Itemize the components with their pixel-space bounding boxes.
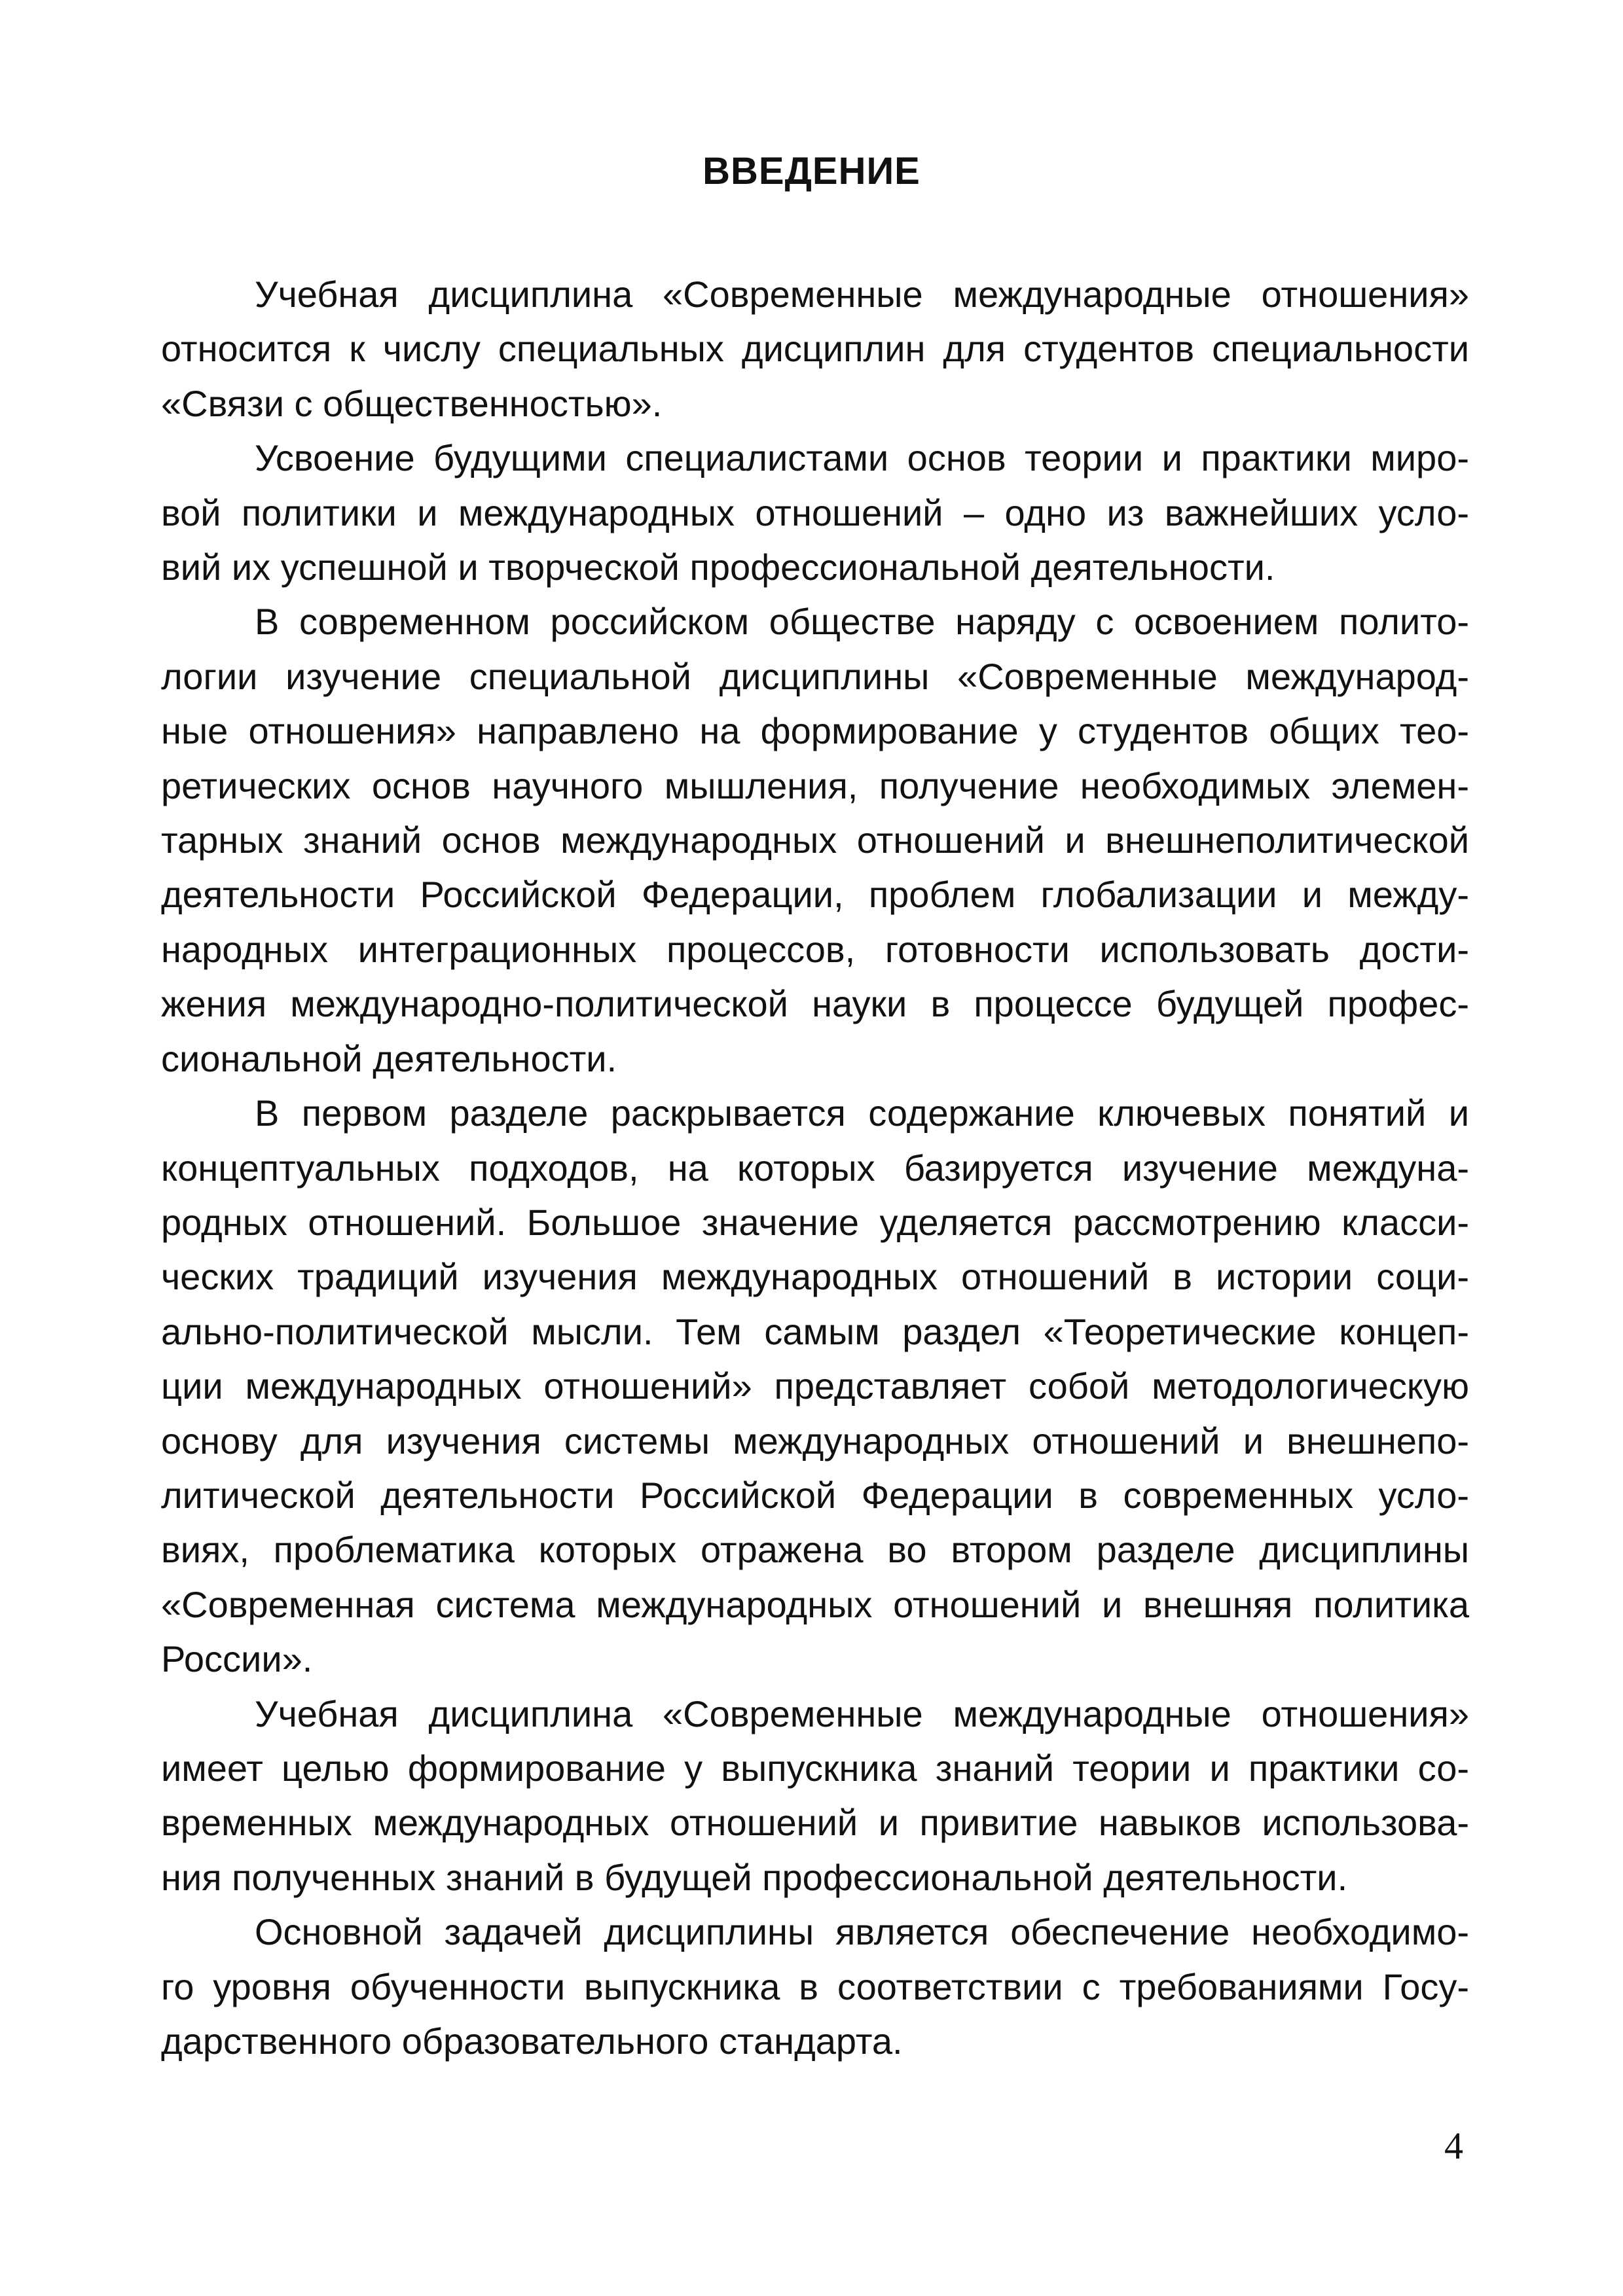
paragraph (161, 1687, 1469, 1905)
text-line: родных отношений. Большое значение уделяется рассмотрению класси- (161, 1201, 1469, 1243)
text-line: народных интеграционных процессов, готовности использовать дости- (161, 928, 1469, 970)
text-line: логии изучение специальной дисциплины «Современные международ- (161, 655, 1469, 697)
text-line: деятельности Российской Федерации, проблем глобализации и между- (161, 874, 1469, 916)
text-line: ния полученных знаний в будущей профессиональной деятельности. (161, 1856, 1348, 1898)
text-line: России». (161, 1638, 313, 1680)
text-line: ции международных отношений» представляет собой методологическую (161, 1365, 1469, 1407)
text-line: дарственного образовательного стандарта. (161, 2020, 903, 2062)
text-line: Усвоение будущими специалистами основ теории и практики миро- (255, 437, 1469, 479)
text-line: «Связи с общественностью». (161, 382, 663, 424)
text-line: концептуальных подходов, на которых базируется изучение междуна- (161, 1147, 1469, 1189)
text-line: жения международно-политической науки в процессе будущей профес- (161, 983, 1469, 1025)
text-line: В первом разделе раскрывается содержание ключевых понятий и (255, 1092, 1469, 1134)
text-line: основу для изучения системы международных отношений и внешнепо- (161, 1420, 1469, 1462)
body-text (161, 267, 1469, 2068)
text-line: ные отношения» направлено на формирование у студентов общих тео- (161, 710, 1469, 752)
text-line: сиональной деятельности. (161, 1037, 617, 1079)
text-line: Основной задачей дисциплины является обеспечение необходимо- (255, 1911, 1469, 1953)
text-line: Учебная дисциплина «Современные международные отношения» (255, 1693, 1469, 1734)
text-line: «Современная система международных отношений и внешняя политика (161, 1583, 1469, 1625)
text-line: В современном российском обществе наряду с освоением полито- (255, 601, 1469, 643)
paragraph (161, 594, 1469, 1086)
text-line: тарных знаний основ международных отношений и внешнеполитической (161, 819, 1469, 861)
paragraph (161, 1905, 1469, 2068)
page-title: ВВЕДЕНИЕ (702, 150, 921, 192)
text-line: имеет целью формирование у выпускника знаний теории и практики со- (161, 1747, 1469, 1789)
text-line: литической деятельности Российской Федерации в современных усло- (161, 1474, 1469, 1516)
text-line: го уровня обученности выпускника в соответствии с требованиями Госу- (161, 1965, 1469, 2007)
text-line: виях, проблематика которых отражена во втором разделе дисциплины (161, 1529, 1469, 1571)
text-line: ческих традиций изучения международных отношений в истории соци- (161, 1256, 1469, 1298)
text-line: вой политики и международных отношений – одно из важнейших усло- (161, 492, 1469, 533)
text-line: вий их успешной и творческой профессиональной деятельности. (161, 547, 1275, 588)
text-line: ально-политической мысли. Тем самым раздел «Теоретические концеп- (161, 1310, 1469, 1352)
page-number: 4 (1444, 2125, 1463, 2167)
paragraph (161, 1086, 1469, 1686)
text-line: Учебная дисциплина «Современные международные отношения» (255, 274, 1469, 315)
text-line: относится к числу специальных дисциплин для студентов специальности (161, 328, 1469, 370)
paragraph (161, 267, 1469, 431)
text-line: ретических основ научного мышления, получение необходимых элемен- (161, 764, 1469, 806)
text-line: временных международных отношений и привитие навыков использова- (161, 1802, 1469, 1844)
paragraph (161, 431, 1469, 594)
